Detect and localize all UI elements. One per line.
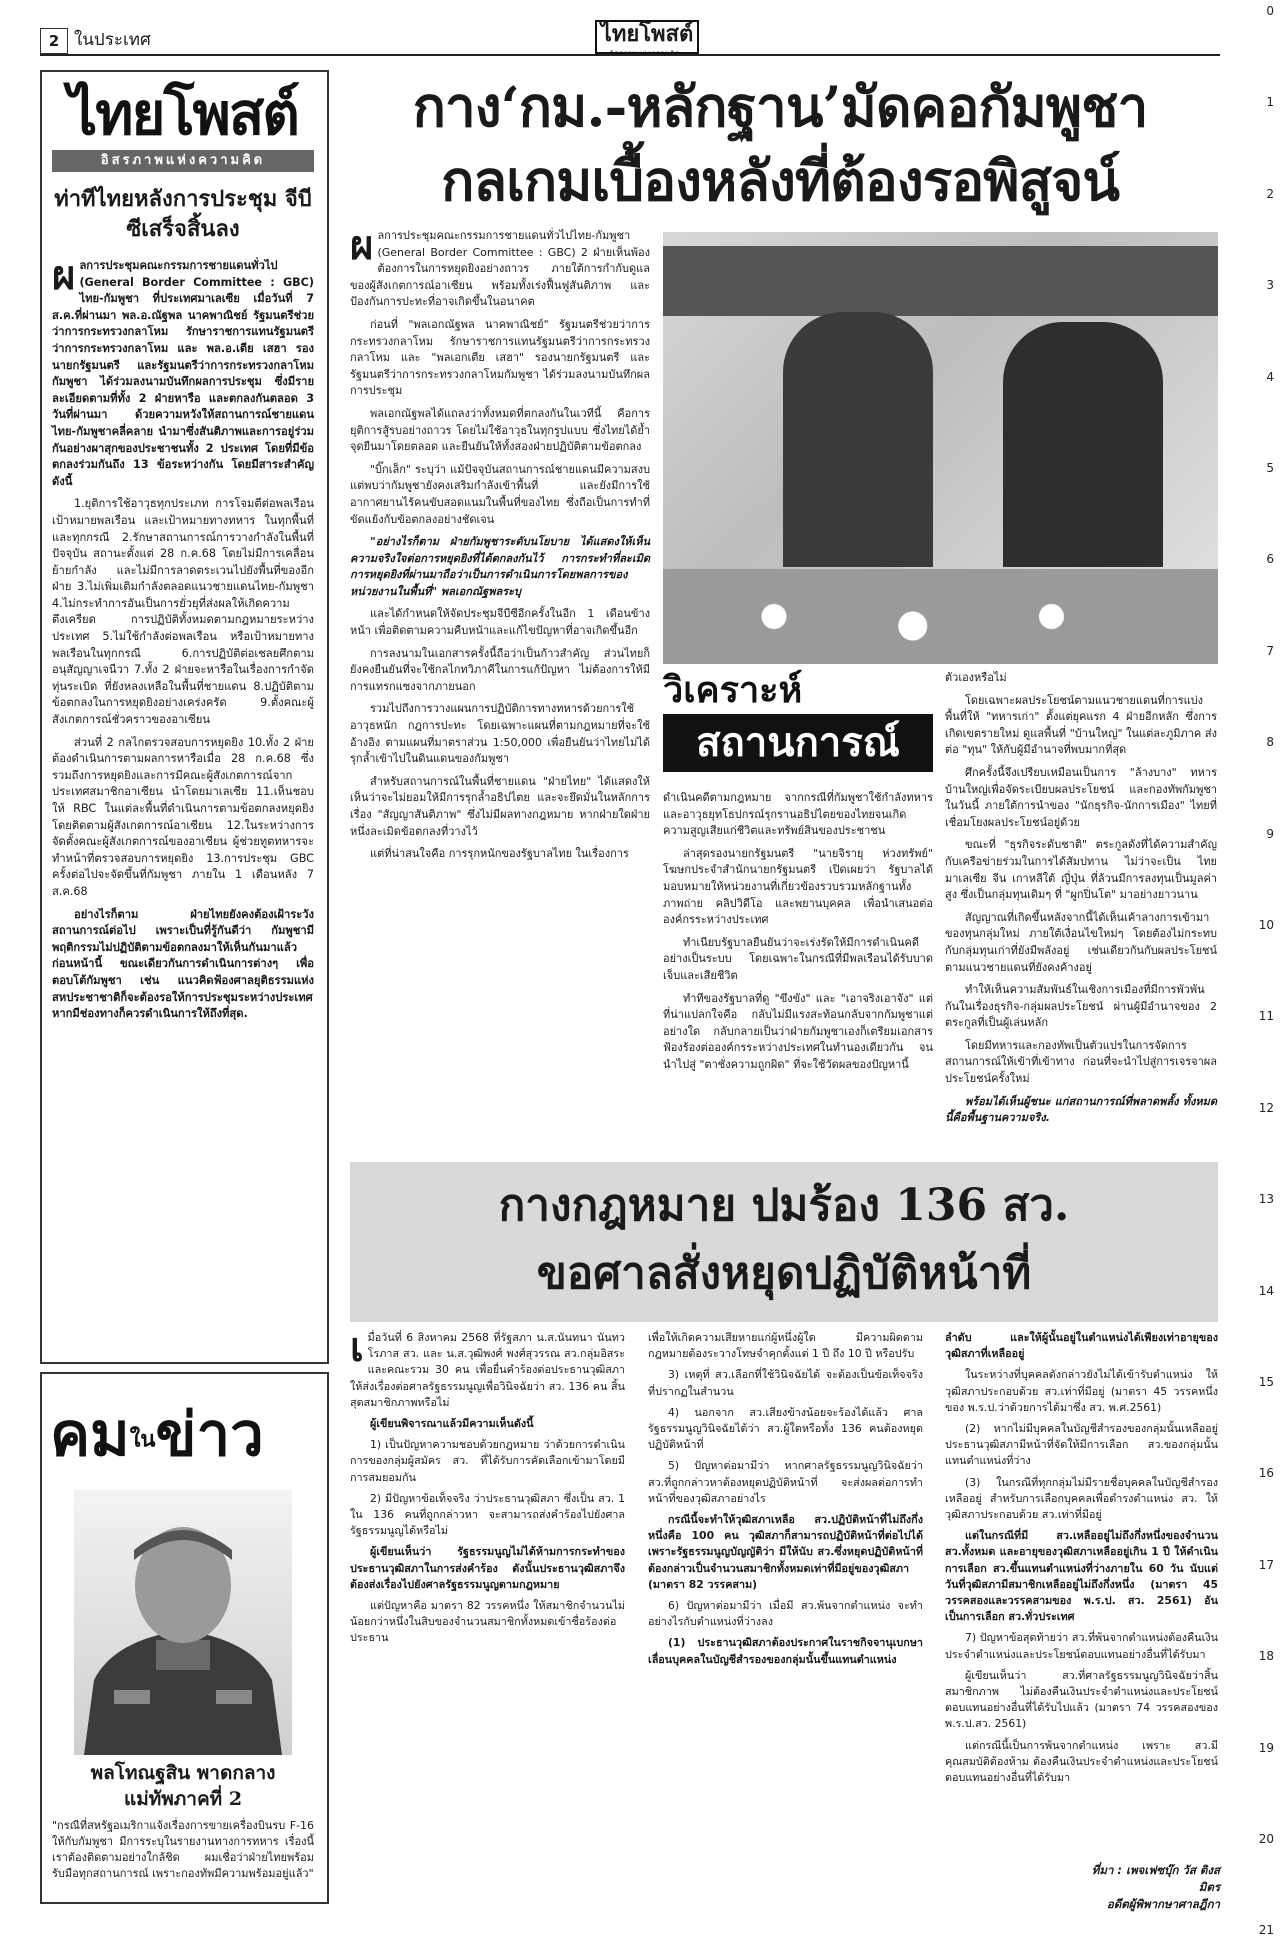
- article2-paragraph: แต่ปัญหาคือ มาตรา 82 วรรคหนึ่ง ให้สมาชิกจำนวนไม่น้อยกว่าหนึ่งในสิบของจำนวนสมาชิกทั้งหมดเข้าชื่อร้องต่อประธาน: [350, 1599, 625, 1645]
- article1-headline: กาง‘กม.-หลักฐาน’มัดคอกัมพูชา กลเกมเบื้องหลังที่ต้องรอพิสูจน์: [412, 74, 1148, 213]
- ruler-mark: 14: [1258, 1283, 1274, 1298]
- ruler-mark: 20: [1258, 1832, 1274, 1846]
- article1-paragraph: โดยมีทหารและกองทัพเป็นตัวแปรในการจัดการสถานการณ์ให้เข้าที่เข้าทาง ก่อนที่จะนำไปสู่การเจรจาผลประโยชน์ครั้งใหม่: [945, 1038, 1217, 1086]
- article1-paragraph: รวมไปถึงการวางแผนการปฏิบัติการทางทหารด้วยการใช้อาวุธหนัก กฎการปะทะ โดยเฉพาะแผนที่ตามกฎหมายที่จะใช้อ้างอิง ตามแผนที่มาตราส่วน 1:50,000 เพื่อยืนยันว่าไทยไม่ได้รุกล้ำเข้าไปในดินแดนของกัมพูชา: [350, 702, 650, 766]
- article2-paragraph: 3) เหตุที่ สว.เลือกที่ใช้วินิจฉัยได้ จะต้องเป็นข้อเท็จจริงที่ปรากฏในสำนวน: [648, 1368, 923, 1398]
- article1-paragraph: ทำเนียบรัฐบาลยืนยันว่าจะเร่งรัดให้มีการดำเนินคดีอย่างเป็นระบบ โดยเฉพาะในกรณีที่มีพลเรือนได้รับบาดเจ็บและเสียชีวิต: [663, 935, 933, 982]
- kom-nai-khao-name: พลโทณฐสิน พาดกลาง แม่ทัพภาคที่ 2: [90, 1762, 276, 1810]
- article1-paragraph: ดำเนินคดีตามกฎหมาย จากกรณีที่กัมพูชาใช้กำลังทหารและอาวุธยุทโธปกรณ์รุกรานอธิปไตยของไทยจนเกิดความสูญเสียแก่ชีวิตและทรัพย์สินของประชาชน: [663, 791, 933, 838]
- article2-paragraph: 7) ปัญหาข้อสุดท้ายว่า สว.ที่พ้นจากตำแหน่งต้องคืนเงินประจำตำแหน่งและประโยชน์ตอบแทนอย่างอื่นที่ได้รับมา: [945, 1631, 1218, 1661]
- editorial-motto: อิสรภาพแห่งความคิด: [52, 150, 314, 172]
- editorial-paragraph: อย่างไรก็ตาม ฝ่ายไทยยังคงต้องเฝ้าระวังสถานการณ์ต่อไป เพราะเป็นที่รู้กันดีว่า กัมพูชามีพฤติกรรมไม่ปฏิบัติตามข้อตกลงมาให้เห็นกันมาแล้วก่อนหน้านี้ ขณะเดียวกันการดำเนินการต่างๆ เพื่อตอบโต้กัมพูชา เช่น แนวคิดฟ้องศาลยุติธรรมแห่งสหประชาชาติก็จะต้องรอให้การประชุมระหว่างประเทศ หากมีช่องทางก็ควรดำเนินการให้ถึงที่สุด.: [52, 907, 314, 1021]
- ruler-mark: 3: [1266, 278, 1274, 293]
- article1-column-3: [945, 670, 1217, 1133]
- photo-person-left: [783, 312, 933, 567]
- article2-dropcap: เ: [350, 1324, 364, 1371]
- article2-paragraph: 6) ปัญหาต่อมามีว่า เมื่อมี สว.พ้นจากตำแหน่ง จะทำอย่างไรกับตำแหน่งที่ว่างลง: [648, 1599, 923, 1629]
- article1-paragraph: ก่อนที่ "พลเอกณัฐพล นาคพาณิชย์" รัฐมนตรีช่วยว่าการกระทรวงกลาโหม รักษาราชการแทนรัฐมนตรีว่าการกระทรวงกลาโหม และ "พลเอกเตีย เสฮา" รองนายกรัฐมนตรี และรัฐมนตรีว่าการกระทรวงกลาโหมกัมพูชา ได้ร่วมลงนามบันทึกผลการประชุม: [350, 317, 650, 398]
- article1-paragraph: และได้กำหนดให้จัดประชุมจีบีซีอีกครั้งในอีก 1 เดือนข้างหน้า เพื่อติดตามความคืบหน้าและแก้ไขปัญหาที่อาจเกิดขึ้นอีก: [350, 607, 650, 638]
- article2-paragraph: 4) นอกจาก สว.เสียงข้างน้อยจะร้องได้แล้ว ศาลรัฐธรรมนูญวินิจฉัยได้ว่า สว.ผู้ใดหรือทั้ง 136 คนต้องหยุดปฏิบัติหน้าที่: [648, 1405, 923, 1452]
- masthead-logo: ไทยโพสต์: [595, 20, 699, 54]
- ruler-mark: 5: [1266, 461, 1274, 475]
- article1-paragraph: ทำทีของรัฐบาลที่ดู "ขึงขัง" และ "เอาจริงเอาจัง" แต่ที่น่าแปลกใจคือ กลับไม่มีแรงสะท้อนกลับจากกัมพูชาแต่อย่างใด กลับกลายเป็นว่าฝ่ายกัมพูชาเองก็เตรียมเอกสารฟ้องร้องต่อองค์กรระหว่างประเทศในทำนองเดียวกัน จนนำไปสู่ "ตาชั่งความถูกผิด" ที่จะใช้วัดผลของปัญหานี้: [663, 991, 933, 1071]
- ruler-mark: 15: [1258, 1375, 1274, 1389]
- article1-column-1: [350, 222, 650, 869]
- article1-paragraph: ล่าสุดรองนายกรัฐมนตรี "นายจิรายุ ห่วงทรัพย์" โฆษกประจำสำนักนายกรัฐมนตรี เปิดเผยว่า รัฐบาลได้มอบหมายให้หน่วยงานที่เกี่ยวข้องรวบรวมหลักฐานทั้งภาพถ่าย คลิปวิดีโอ และพยานบุคคล เพื่อนำเสนอต่อองค์กรระหว่างประเทศ: [663, 846, 933, 927]
- article2-paragraph: (3) ในกรณีที่ทุกกลุ่มไม่มีรายชื่อบุคคลในบัญชีสำรองเหลืออยู่ สำหรับการเลือกบุคคลเพื่อดำรงตำแหน่ง สว. ให้วุฒิสภาประกอบด้วย สว.เท่าที่มีอยู่: [945, 1475, 1218, 1522]
- article1-paragraph: ศึกครั้งนี้จึงเปรียบเหมือนเป็นการ "ล้างบาง" ทหารบ้านใหญ่เพื่อจัดระเบียบผลประโยชน์ และกองทัพกัมพูชาในวันนี้ ภายใต้การนำของ "นักธุรกิจ-นักการเมือง" ไทยที่เชื่อมโยงผลประโยชน์อยู่ด้วย: [945, 765, 1217, 829]
- article2-paragraph: ผู้เขียนเห็นว่า รัฐธรรมนูญไม่ได้ห้ามการกระทำของประธานวุฒิสภาในการส่งคำร้อง ดังนั้นประธานวุฒิสภาจึงต้องส่งเรื่องไปยังศาลรัฐธรรมนูญตามกฎหมาย: [350, 1545, 625, 1591]
- editorial-paragraph: 1.ยุติการใช้อาวุธทุกประเภท การโจมตีต่อพลเรือน เป้าหมายพลเรือน และเป้าหมายทางทหาร ในทุกพื้นที่และทุกกรณี 2.รักษาสถานการณ์การวางกำลังในพื้นที่ปัจจุบัน สถานะตั้งแต่ 28 ก.ค.68 โดยไม่มีการเคลื่อนย้ายกำลัง และไม่มีการลาดตระเวนไปยังพื้นที่ของอีกฝ่าย 3.ไม่เพิ่มเติมกำลังตลอดแนวชายแดนไทย-กัมพูชา 4.ไม่กระทำการอันเป็นการยั่วยุที่ส่งผลให้เกิดความตึงเครียด การปฏิบัติทั้งหมดตามกฎหมายระหว่างประเทศ 5.ไม่ใช้กำลังต่อพลเรือน หรือเป้าหมายทางพลเรือนในทุกกรณี 6.การปฏิบัติต่อเชลยศึกตามอนุสัญญาเจนีวา 7.ทั้ง 2 ฝ่ายจะหารือในเรื่องการกำจัดทุ่นระเบิด ที่ยังหลงเหลือในพื้นที่ชายแดน 8.ปฏิบัติตามข้อตกลงในการหยุดยิงอย่างเคร่งครัด 9.ตั้งคณะผู้สังเกตการณ์ชั่วคราวของอาเซียน: [52, 497, 314, 727]
- article1-paragraph: สำหรับสถานการณ์ในพื้นที่ชายแดน "ฝ่ายไทย" ได้แสดงให้เห็นว่าจะไม่ยอมให้มีการรุกล้ำอธิปไตย และจะยึดมั่นในหลักการเรื่อง "สัญญาสันติภาพ" ซึ่งไม่มีผลทางกฎหมาย หากฝ่ายใดฝ่ายหนึ่งละเมิดข้อตกลงที่วางไว้: [350, 774, 650, 838]
- editorial-logo: ไทยโพสต์: [68, 80, 298, 148]
- ruler-mark: 11: [1258, 1009, 1274, 1024]
- analysis-logo: [663, 670, 933, 780]
- article1-signoff: พร้อมได้เห็นผู้ชนะ แก่สถานการณ์ที่พลาดพลั้ง ทั้งหมดนี้คือพื้นฐานความจริง.: [945, 1094, 1217, 1125]
- ruler-mark: 7: [1266, 643, 1274, 658]
- article2-paragraph: ลำดับ และให้ผู้นั้นอยู่ในตำแหน่งได้เพียงเท่าอายุของวุฒิสภาที่เหลืออยู่: [945, 1331, 1218, 1361]
- article1-paragraph: ตัวเองหรือไม่: [945, 671, 1007, 684]
- ruler-mark: 12: [1258, 1100, 1274, 1115]
- article1-paragraph: การลงนามในเอกสารครั้งนี้ถือว่าเป็นก้าวสำคัญ ส่วนไทยก็ยังคงยืนยันที่จะใช้กลไกทวิภาคีในการแก้ปัญหา ไม่ต้องการให้มีการแทรกแซงจากภายนอก: [350, 646, 650, 693]
- article2-paragraph: เพื่อให้เกิดความเสียหายแก่ผู้หนึ่งผู้ใด มีความผิดตามกฎหมายต้องระวางโทษจำคุกตั้งแต่ 1 ปี ถึง 10 ปี หรือปรับ: [648, 1331, 923, 1361]
- article2-credit: ที่มา : เพจเฟซบุ๊ก วัส ติงสมิตร อดีตผู้พิพากษาศาลฎีกา: [1091, 1863, 1220, 1911]
- article1-paragraph: แต่ที่น่าสนใจคือ การรุกหนักของรัฐบาลไทย ในเรื่องการ: [370, 847, 629, 861]
- general-portrait-photo: [74, 1490, 292, 1755]
- gbc-signing-photo: [663, 232, 1218, 664]
- article2-paragraph: กรณีนี้จะทำให้วุฒิสภาเหลือ สว.ปฏิบัติหน้าที่ไม่ถึงกึ่งหนึ่งคือ 100 คน วุฒิสภาก็สามารถปฏิบัติหน้าที่ต่อไปได้ เพราะรัฐธรรมนูญบัญญัติว่า มีให้นับ สว.ซึ่งหยุดปฏิบัติหน้าที่ต้องกล่าวเป็นจำนวนสมาชิกทั้งหมดเท่าที่มีอยู่ของวุฒิสภา (มาตรา 82 วรรคสาม): [648, 1513, 923, 1591]
- article1-paragraph: "อย่างไรก็ตาม ฝ่ายกัมพูชาระดับนโยบาย ได้แสดงให้เห็นความจริงใจต่อการหยุดยิงที่ได้ตกลงกันไว้ การกระทำที่ละเมิดการหยุดยิงที่ผ่านมาถือว่าเป็นการดำเนินการโดยพลการของหน่วยงานในพื้นที่" พลเอกณัฐพลระบุ: [350, 535, 650, 598]
- photo-flowers: [663, 569, 1218, 664]
- masthead-tagline: อิสรภาพแห่งความคิด: [609, 50, 681, 57]
- editorial-dropcap: ผ: [52, 252, 76, 299]
- article1-paragraph: โดยเฉพาะผลประโยชน์ตามแนวชายแดนที่การแบ่งพื้นที่ให้ "ทหารเก่า" ตั้งแต่ยุคแรก 4 ฝ่ายอีกหลัก ซึ่งการเกิดเขตรายใหม่ ดูแลพื้นที่ "บ้านใหญ่" ในแต่ละภูมิภาค ส่งต่อ "ทุน" ให้กับผู้มีอำนาจที่พบมากที่สุด: [945, 693, 1217, 757]
- kom-nai-khao-quote: "กรณีที่สหรัฐอเมริกาแจ้งเรื่องการขายเครื่องบินรบ F-16 ให้กับกัมพูชา มีการระบุในรายงานทางการทหาร เรื่องนี้เราต้องติดตามอย่างใกล้ชิด ผมเชื่อว่าฝ่ายไทยพร้อมรับมือทุกสถานการณ์ เพราะกองทัพมีความพร้อมอยู่แล้ว": [52, 1819, 314, 1880]
- editorial-paragraph: ส่วนที่ 2 กลไกตรวจสอบการหยุดยิง 10.ทั้ง 2 ฝ่ายต้องดำเนินการตามผลการหารือเมื่อ 28 ก.ค.68 ซึ่งรวมถึงการหยุดยิงและการมีคณะผู้สังเกตการณ์จากประเทศสมาชิกอาเซียน นำโดยมาเลเซีย 11.เห็นชอบให้ RBC ในแต่ละพื้นที่ดำเนินการตามข้อตกลงหยุดยิง โดยติดตามผู้สังเกตการณ์อาเซียน 12.ในระหว่างการจัดตั้งคณะผู้สังเกตการณ์ของอาเซียน ผู้ช่วยทูตทหารจะทำหน้าที่ตรวจสอบการหยุดยิง 13.การประชุม GBC ครั้งต่อไปจะจัดขึ้นที่กัมพูชา ภายใน 1 เดือนหลัง 7 ส.ค.68: [52, 735, 314, 898]
- article2-paragraph: (2) หากไม่มีบุคคลในบัญชีสำรองของกลุ่มนั้นเหลืออยู่ ประธานวุฒิสภามีหน้าที่จัดให้มีการเลือก สว.ของกลุ่มนั้นแทนตำแหน่งที่ว่าง: [945, 1422, 1218, 1468]
- article2-paragraph: 5) ปัญหาต่อมามีว่า หากศาลรัฐธรรมนูญวินิจฉัยว่า สว.ที่ถูกกล่าวหาต้องหยุดปฏิบัติหน้าที่ จะส่งผลต่อการทำหน้าที่ของวุฒิสภาอย่างไร: [648, 1459, 923, 1505]
- article2-paragraph: เมื่อวันที่ 6 สิงหาคม 2568 ที่รัฐสภา น.ส.นันทนา นันทวโรภาส สว. และ น.ส.วุฒิพงศ์ พงศ์สุวรรณ สว.กลุ่มอิสระ และคณะรวม 30 คน เพื่อยื่นคำร้องต่อประธานวุฒิสภา ให้ส่งเรื่องต่อศาลรัฐธรรมนูญเพื่อวินิจฉัยว่า สว. 136 คน สิ้นสุดสมาชิกภาพหรือไม่: [350, 1324, 625, 1409]
- article1-dropcap: ผ: [350, 222, 374, 269]
- article2-headline: กางกฎหมาย ปมร้อง 136 สว. ขอศาลสั่งหยุดปฏิบัติหน้าที่: [498, 1180, 1070, 1299]
- article2-paragraph: 2) มีปัญหาข้อเท็จจริง ว่าประธานวุฒิสภา ซึ่งเป็น สว. 1 ใน 136 คนที่ถูกกล่าวหา จะสามารถส่งคำร้องไปยังศาลรัฐธรรมนูญได้หรือไม่: [350, 1491, 625, 1538]
- article2-paragraph: 1) เป็นปัญหาความชอบด้วยกฎหมาย ว่าด้วยการดำเนินการของกลุ่มผู้สมัคร สว. ที่ได้รับการคัดเลือกเข้ามาโดยมีการสมยอมกัน: [350, 1438, 625, 1484]
- ruler-mark: 8: [1266, 735, 1274, 750]
- article2-paragraph: ผู้เขียนเห็นว่า สว.ที่ศาลรัฐธรรมนูญวินิจฉัยว่าสิ้นสมาชิกภาพ ไม่ต้องคืนเงินประจำตำแหน่งและประโยชน์ตอบแทนอย่างอื่นที่ได้รับไปแล้ว (มาตรา 74 วรรคสองของ พ.ร.ป.สว. 2561): [945, 1668, 1218, 1731]
- article1-paragraph: "บิ๊กเล็ก" ระบุว่า แม้ปัจจุบันสถานการณ์ชายแดนมีความสงบ แต่พบว่ากัมพูชายังคงเสริมกำลังเข้าพื้นที่ และยังมีการใช้อากาศยานไร้คนขับสอดแนมในพื้นที่ของไทย ซึ่งถือเป็นการทำที่ขัดแย้งกับข้อตกลงอย่างชัดเจน: [350, 462, 650, 526]
- ruler-mark: 19: [1258, 1740, 1274, 1755]
- editorial-lead: ผลการประชุมคณะกรรมการชายแดนทั่วไป (General Border Committee : GBC) ไทย-กัมพูชา ที่ประเทศมาเลเซีย เมื่อวันที่ 7 ส.ค.ที่ผ่านมา พล.อ.ณัฐพล นาคพาณิชย์ รัฐมนตรีช่วยว่าการกระทรวงกลาโหม รักษาราชการแทนรัฐมนตรีว่าการกระทรวงกลาโหม และ พล.อ.เตีย เสฮา รองนายกรัฐมนตรี และรัฐมนตรีว่าการกระทรวงกลาโหมกัมพูชา ได้ร่วมลงนามบันทึกผลการประชุม ซึ่งมีรายละเอียดตามที่ทั้ง 2 ฝ่ายหารือ และตกลงกันตลอด 3 วันที่ผ่านมา ด้วยความหวังให้สถานการณ์ชายแดนไทย-กัมพูชาคลี่คลาย นำมาซึ่งสันติภาพและการอยู่ร่วมกันอย่างผาสุกของประชาชนทั้ง 2 ประเทศ โดยที่มีข้อตกลงร่วมกันถึง 13 ข้อระหว่างกัน โดยมีสาระสำคัญดังนี้: [52, 252, 314, 488]
- article2-paragraph: ผู้เขียนพิจารณาแล้วมีความเห็นดังนี้: [370, 1417, 534, 1431]
- photo-backdrop-banner: [663, 246, 1218, 316]
- ruler-mark: 2: [1266, 186, 1274, 201]
- ruler-mark: 1: [1266, 95, 1274, 110]
- article1-paragraph: พลเอกณัฐพลได้แถลงว่าทั้งหมดที่ตกลงกันในเวทีนี้ คือการยุติการสู้รบอย่างถาวร โดยไม่ใช้อาวุธในทุกรูปแบบ ซึ่งไทยได้ย้ำจุดยืนมาโดยตลอด และยืนยันให้ทั้งสองฝ่ายปฏิบัติตามข้อตกลง: [350, 406, 650, 454]
- article2-column-3: [945, 1330, 1218, 1791]
- ruler-mark: 10: [1258, 918, 1274, 932]
- article2-column-1: [350, 1324, 625, 1652]
- article1-paragraph: ขณะที่ "ธุรกิจระดับชาติ" ตระกูลดังที่ได้ความสำคัญกับเครือข่ายร่วมในการได้สัมปทาน ไม่ว่าจะเป็น ไทย มาเลเซีย จีน เกาหลีใต้ ญี่ปุ่น ที่ล้วนมีการลงทุนเป็นมูลค่าสูง ซึ่งเป็นกลุ่มทุนเดิมๆ ที่ "ผูกปิ่นโต" มาอย่างยาวนาน: [945, 838, 1217, 902]
- editorial-title: ท่าทีไทยหลังการประชุม จีบีซีเสร็จสิ้นลง: [54, 186, 312, 242]
- ruler-mark: 17: [1258, 1557, 1274, 1572]
- article1-paragraph: ผลการประชุมคณะกรรมการชายแดนทั่วไปไทย-กัมพูชา (General Border Committee : GBC) 2 ฝ่ายเห็นพ้องต้องการในการหยุดยิงอย่างถาวร ภายใต้การกำกับดูแลของผู้สังเกตการณ์อาเซียน พร้อมทั้งเร่งฟื้นฟูสันติภาพ และป้องกันการปะทะที่อาจเกิดขึ้นในอนาคต: [350, 222, 650, 309]
- ruler-mark: 6: [1266, 552, 1274, 567]
- ruler-mark: 0: [1266, 4, 1274, 18]
- ruler-mark: 21: [1258, 1923, 1274, 1937]
- analysis-logo-title: วิเคราะห์: [663, 669, 803, 711]
- ruler-mark: 13: [1258, 1192, 1274, 1207]
- article1-paragraph: สัญญาณที่เกิดขึ้นหลังจากนี้ได้เห็นเค้าลางการเข้ามาของทุนกลุ่มใหม่ ภายใต้เงื่อนไขใหม่ๆ โดยต้องไม่กระทบกับกลุ่มทุนเก่าที่ยังมีพลังอยู่ เช่นเดียวกันกับผลประโยชน์ตามแนวชายแดนที่ยังคงค้างอยู่: [945, 910, 1217, 974]
- page-ruler: [1248, 0, 1286, 1937]
- ruler-mark: 18: [1258, 1649, 1274, 1664]
- ruler-mark: 9: [1266, 826, 1274, 841]
- ruler-mark: 4: [1266, 369, 1274, 384]
- ruler-mark: 16: [1258, 1466, 1274, 1481]
- article2-paragraph: แต่กรณีนี้เป็นการพ้นจากตำแหน่ง เพราะ สว.มีคุณสมบัติต้องห้าม ต้องคืนเงินประจำตำแหน่งและประโยชน์ตอบแทนอย่างอื่นที่ได้รับมา: [945, 1738, 1218, 1785]
- article1-paragraph: ทำให้เห็นความสัมพันธ์ในเชิงการเมืองที่มีการพัวพันกันในเรื่องธุรกิจ-กลุ่มผลประโยชน์ ผ่านผู้มีอำนาจของ 2 ตระกูลที่เป็นผู้เล่นหลัก: [945, 983, 1217, 1030]
- article2-paragraph: ในระหว่างที่บุคคลดังกล่าวยังไม่ได้เข้ารับตำแหน่ง ให้วุฒิสภาประกอบด้วย สว.เท่าที่มีอยู่ (มาตรา 45 วรรคหนึ่งของ พ.ร.ป.ว่าด้วยการได้มาซึ่ง สว. พ.ศ.2561): [945, 1368, 1218, 1414]
- article2-paragraph: (1) ประธานวุฒิสภาต้องประกาศในราชกิจจานุเบกษาเลื่อนบุคคลในบัญชีสำรองของกลุ่มนั้นขึ้นแทนตำแหน่ง: [648, 1636, 923, 1666]
- editorial-body: [52, 252, 314, 1029]
- photo-person-right: [1003, 322, 1163, 567]
- analysis-logo-subtitle: สถานการณ์: [663, 714, 933, 772]
- article2-column-2: [648, 1330, 923, 1673]
- page-number: 2: [40, 28, 68, 54]
- kom-nai-khao-logo: คมในข่าว: [50, 1400, 264, 1470]
- article1-column-2: [663, 790, 933, 1080]
- section-name: ในประเทศ: [74, 30, 151, 50]
- article2-paragraph: แต่ในกรณีที่มี สว.เหลืออยู่ไม่ถึงกึ่งหนึ่งของจำนวน สว.ทั้งหมด และอายุของวุฒิสภาเหลืออยู่เกิน 1 ปี ให้ดำเนินการเลือก สว.ขึ้นแทนตำแหน่งที่ว่างภายใน 60 วัน นับแต่วันที่วุฒิสภามีสมาชิกเหลืออยู่ไม่ถึงกึ่งหนึ่ง (มาตรา 45 วรรคสองและวรรคสามของ พ.ร.ป. สว. 2561) อันเป็นการเลือก สว.ทั่วประเทศ: [945, 1529, 1218, 1624]
